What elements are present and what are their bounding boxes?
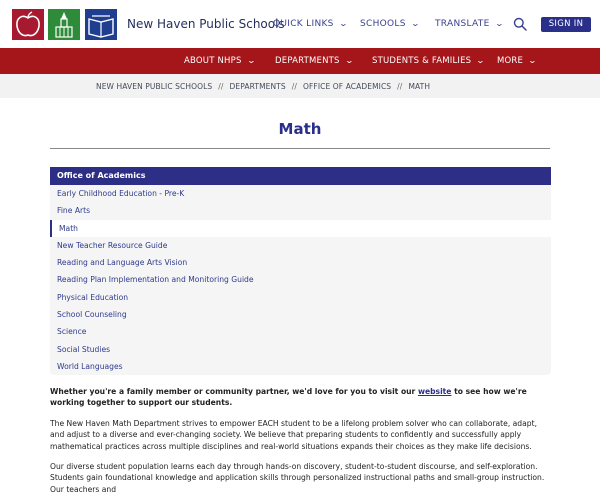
list-header[interactable]: Office of Academics <box>50 167 551 185</box>
nav-more-label: MORE <box>497 56 524 66</box>
schools-menu[interactable] <box>360 19 419 29</box>
breadcrumb-separator: // <box>291 82 297 91</box>
chevron-down-icon: ⌄ <box>338 19 349 28</box>
mission-paragraph: The New Haven Math Department strives to empower EACH student to be a lifelong problem solver who can collaborate, adapt, and adjust to a diverse and ever-changing society. We believe that preparing students to confidently and successfully apply mathematical practices across multiple disciplines and real-world situations expands their choices as they make life decisions. <box>50 419 537 451</box>
intro-paragraph <box>50 386 550 409</box>
list-item-school-counseling[interactable]: School Counseling <box>57 310 127 320</box>
breadcrumb-home-link[interactable]: NEW HAVEN PUBLIC SCHOOLS <box>96 82 213 91</box>
nav-students-label: STUDENTS & FAMILIES <box>372 56 472 66</box>
site-name[interactable]: New Haven Public Schools <box>127 17 285 31</box>
open-book-logo-icon[interactable] <box>85 9 117 40</box>
church-logo-icon[interactable] <box>48 9 80 40</box>
nav-students-families[interactable] <box>372 48 484 74</box>
breadcrumb-trail <box>96 82 430 91</box>
breadcrumb-academics-link[interactable]: OFFICE OF ACADEMICS <box>303 82 392 91</box>
quick-links-label: QUICK LINKS <box>273 19 334 29</box>
translate-menu[interactable] <box>435 19 503 29</box>
chevron-down-icon: ⌄ <box>527 56 538 65</box>
list-item-reading-vision[interactable]: Reading and Language Arts Vision <box>57 258 188 268</box>
main-nav-bar <box>0 48 600 74</box>
schools-label: SCHOOLS <box>360 19 406 29</box>
search-icon[interactable] <box>513 17 527 31</box>
list-item-early-childhood[interactable]: Early Childhood Education - Pre-K <box>57 189 185 198</box>
list-item-science[interactable]: Science <box>57 327 87 337</box>
page-title: Math <box>278 120 322 138</box>
intro-text-after: to see how we're working together to support our students. <box>50 387 527 408</box>
website-link[interactable]: website <box>417 387 452 396</box>
breadcrumb-current: MATH <box>408 82 431 91</box>
breadcrumb-separator: // <box>397 82 403 91</box>
list-item-fine-arts[interactable]: Fine Arts <box>57 206 91 216</box>
list-item-math[interactable]: Math <box>50 220 551 237</box>
list-item-new-teacher[interactable]: New Teacher Resource Guide <box>57 240 168 250</box>
nav-about-nhps[interactable] <box>184 48 254 74</box>
list-item-physical-education[interactable]: Physical Education <box>57 292 129 302</box>
chevron-down-icon: ⌄ <box>344 56 354 65</box>
chevron-down-icon: ⌄ <box>494 19 504 28</box>
site-header <box>0 0 600 48</box>
nav-more[interactable] <box>497 48 536 74</box>
sign-in-button[interactable]: SIGN IN <box>541 17 591 32</box>
approach-paragraph: Our diverse student population learns each day through hands-on discovery, student-to-student discourse, and self-exploration. Students gain foundational knowledge and application skills through personalized instructional paths and small-group instruction. Our teachers and <box>50 462 545 494</box>
nav-departments-label: DEPARTMENTS <box>275 56 340 66</box>
nav-departments[interactable] <box>275 48 353 74</box>
breadcrumb-departments-link[interactable]: DEPARTMENTS <box>229 82 286 91</box>
title-divider <box>50 148 550 149</box>
list-item-social-studies[interactable]: Social Studies <box>57 344 111 354</box>
translate-label: TRANSLATE <box>435 19 490 29</box>
breadcrumb <box>0 74 600 98</box>
apple-logo-icon[interactable] <box>12 9 44 40</box>
department-list <box>50 167 551 375</box>
chevron-down-icon: ⌄ <box>475 56 486 65</box>
chevron-down-icon: ⌄ <box>410 19 421 28</box>
quick-links-menu[interactable] <box>273 19 347 29</box>
list-item-reading-plan[interactable]: Reading Plan Implementation and Monitoring Guide <box>57 275 254 285</box>
breadcrumb-separator: // <box>218 82 224 91</box>
list-item-world-languages[interactable]: World Languages <box>57 361 123 371</box>
intro-text-before: Whether you're a family member or community partner, we'd love for you to visit our <box>50 387 418 396</box>
chevron-down-icon: ⌄ <box>246 56 256 65</box>
nav-about-label: ABOUT NHPS <box>184 56 242 66</box>
